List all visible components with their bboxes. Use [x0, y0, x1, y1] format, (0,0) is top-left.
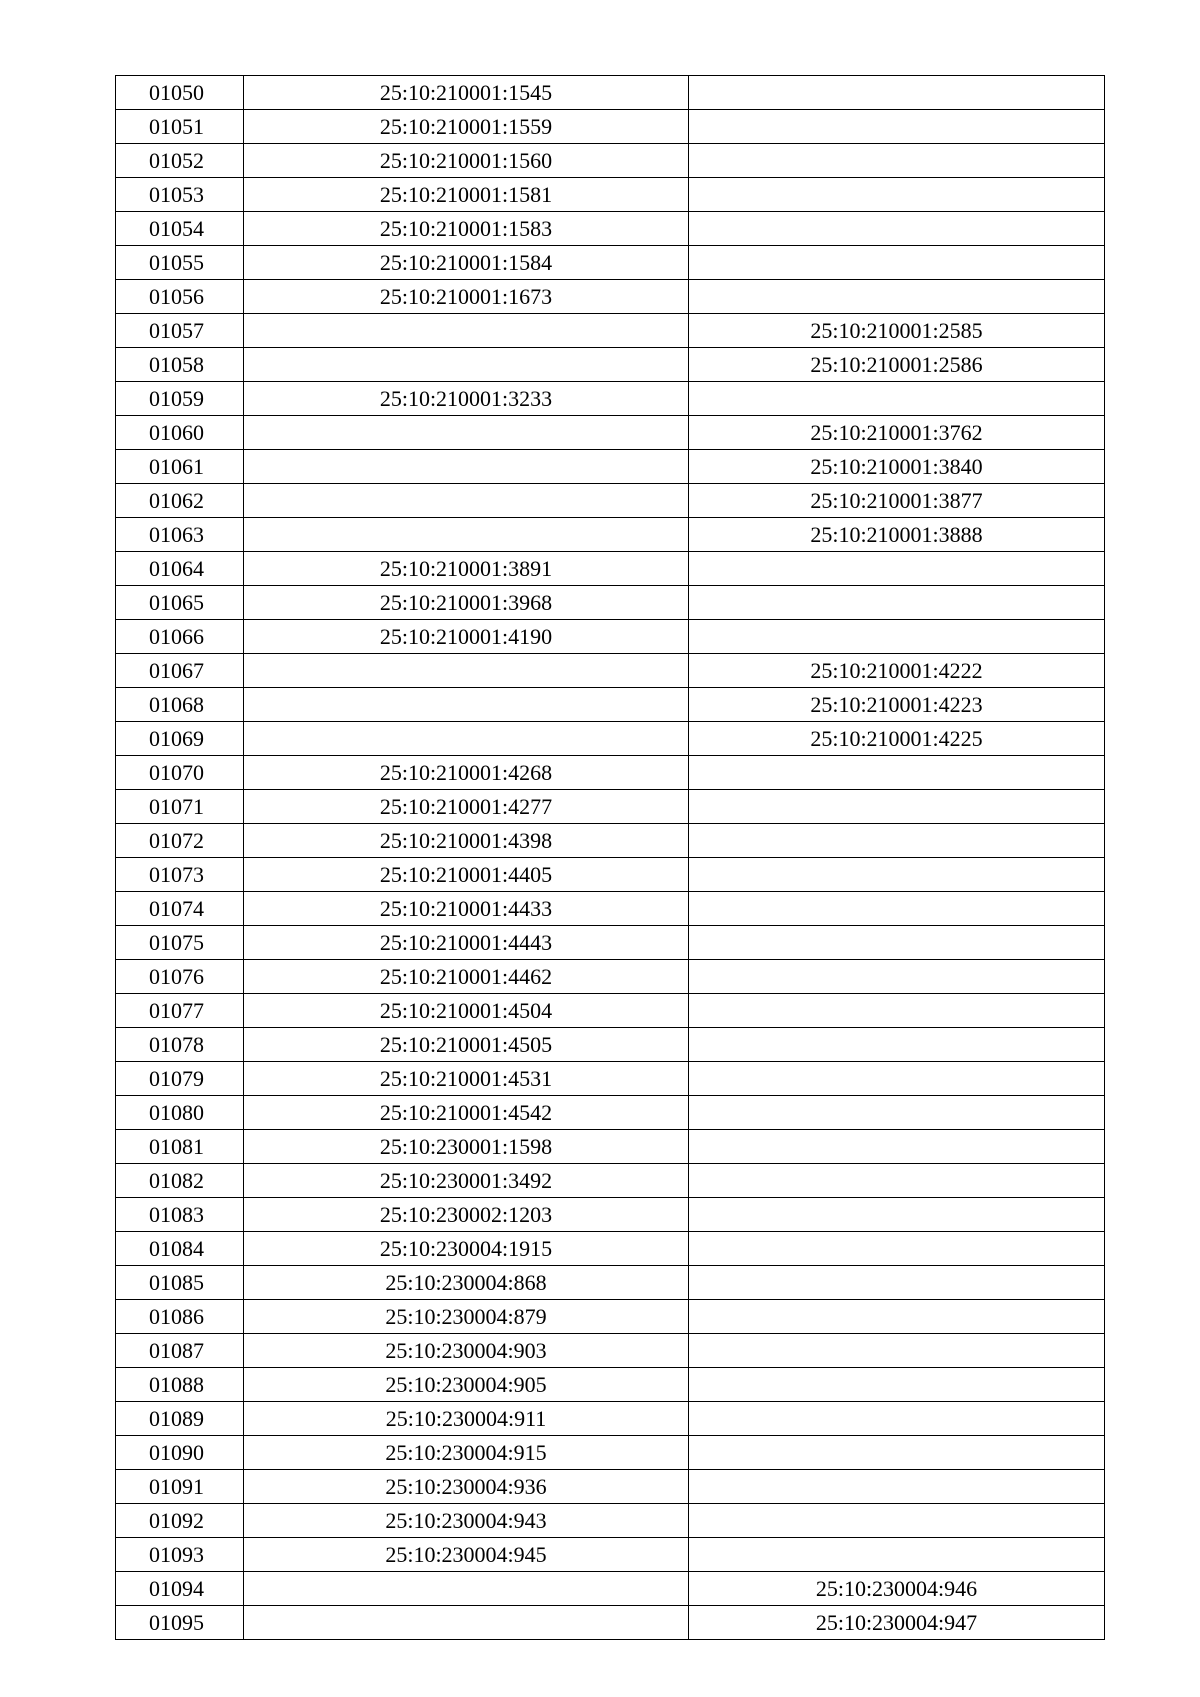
- row-number-cell: 01086: [116, 1300, 244, 1334]
- cadastral-number-cell-col2: 25:10:210001:1673: [244, 280, 689, 314]
- table-row: [116, 280, 1105, 314]
- table-row: [116, 688, 1105, 722]
- row-number-cell: 01076: [116, 960, 244, 994]
- row-number-cell: 01074: [116, 892, 244, 926]
- cadastral-number-cell-col2: 25:10:210001:1559: [244, 110, 689, 144]
- row-number-cell: 01077: [116, 994, 244, 1028]
- row-number-cell: 01060: [116, 416, 244, 450]
- table-row: [116, 824, 1105, 858]
- row-number-cell: 01058: [116, 348, 244, 382]
- row-number-cell: 01075: [116, 926, 244, 960]
- cadastral-number-cell-col2: 25:10:210001:4443: [244, 926, 689, 960]
- cadastral-number-cell-col2: [244, 1572, 689, 1606]
- row-number-cell: 01057: [116, 314, 244, 348]
- row-number-cell: 01093: [116, 1538, 244, 1572]
- table-row: [116, 1436, 1105, 1470]
- table-row: [116, 450, 1105, 484]
- row-number-cell: 01080: [116, 1096, 244, 1130]
- table-row: [116, 1130, 1105, 1164]
- table-row: [116, 518, 1105, 552]
- table-row: [116, 858, 1105, 892]
- cadastral-number-cell-col2: [244, 484, 689, 518]
- cadastral-number-cell-col3: [689, 1164, 1105, 1198]
- cadastral-number-cell-col3: [689, 178, 1105, 212]
- cadastral-number-cell-col3: [689, 1198, 1105, 1232]
- row-number-cell: 01081: [116, 1130, 244, 1164]
- row-number-cell: 01051: [116, 110, 244, 144]
- row-number-cell: 01071: [116, 790, 244, 824]
- row-number-cell: 01078: [116, 1028, 244, 1062]
- cadastral-number-cell-col3: [689, 280, 1105, 314]
- cadastral-table: [115, 75, 1105, 1640]
- row-number-cell: 01068: [116, 688, 244, 722]
- cadastral-number-cell-col2: 25:10:210001:3891: [244, 552, 689, 586]
- cadastral-number-cell-col3: [689, 1096, 1105, 1130]
- cadastral-number-cell-col2: 25:10:210001:4277: [244, 790, 689, 824]
- cadastral-number-cell-col2: 25:10:210001:4398: [244, 824, 689, 858]
- table-row: [116, 654, 1105, 688]
- cadastral-number-cell-col2: [244, 518, 689, 552]
- cadastral-number-cell-col3: [689, 1402, 1105, 1436]
- table-row: [116, 144, 1105, 178]
- cadastral-number-cell-col2: [244, 688, 689, 722]
- cadastral-number-cell-col2: 25:10:210001:3968: [244, 586, 689, 620]
- cadastral-number-cell-col3: [689, 1470, 1105, 1504]
- cadastral-number-cell-col3: [689, 110, 1105, 144]
- cadastral-number-cell-col3: 25:10:210001:2585: [689, 314, 1105, 348]
- cadastral-number-cell-col3: [689, 1538, 1105, 1572]
- row-number-cell: 01079: [116, 1062, 244, 1096]
- row-number-cell: 01090: [116, 1436, 244, 1470]
- cadastral-number-cell-col2: [244, 314, 689, 348]
- row-number-cell: 01082: [116, 1164, 244, 1198]
- cadastral-number-cell-col2: [244, 1606, 689, 1640]
- table-row: [116, 1368, 1105, 1402]
- cadastral-number-cell-col3: [689, 620, 1105, 654]
- cadastral-number-cell-col2: 25:10:210001:4405: [244, 858, 689, 892]
- table-row: [116, 1062, 1105, 1096]
- table-row: [116, 484, 1105, 518]
- cadastral-number-cell-col3: 25:10:230004:947: [689, 1606, 1105, 1640]
- cadastral-number-cell-col2: 25:10:210001:4462: [244, 960, 689, 994]
- cadastral-number-cell-col3: [689, 756, 1105, 790]
- row-number-cell: 01067: [116, 654, 244, 688]
- cadastral-number-cell-col3: [689, 1504, 1105, 1538]
- cadastral-number-cell-col3: 25:10:210001:2586: [689, 348, 1105, 382]
- cadastral-number-cell-col3: [689, 552, 1105, 586]
- cadastral-number-cell-col2: 25:10:230004:911: [244, 1402, 689, 1436]
- table-row: [116, 314, 1105, 348]
- cadastral-number-cell-col3: [689, 1028, 1105, 1062]
- table-row: [116, 416, 1105, 450]
- cadastral-number-cell-col2: 25:10:210001:4542: [244, 1096, 689, 1130]
- table-row: [116, 1334, 1105, 1368]
- cadastral-number-cell-col3: [689, 212, 1105, 246]
- table-row: [116, 1300, 1105, 1334]
- table-body: [116, 76, 1105, 1640]
- cadastral-number-cell-col2: 25:10:230004:915: [244, 1436, 689, 1470]
- table-row: [116, 722, 1105, 756]
- cadastral-number-cell-col3: 25:10:210001:3877: [689, 484, 1105, 518]
- row-number-cell: 01064: [116, 552, 244, 586]
- row-number-cell: 01087: [116, 1334, 244, 1368]
- cadastral-number-cell-col3: [689, 858, 1105, 892]
- cadastral-number-cell-col2: 25:10:230002:1203: [244, 1198, 689, 1232]
- table-row: [116, 76, 1105, 110]
- cadastral-number-cell-col3: [689, 824, 1105, 858]
- cadastral-number-cell-col3: [689, 994, 1105, 1028]
- cadastral-number-cell-col2: 25:10:210001:1560: [244, 144, 689, 178]
- table-row: [116, 790, 1105, 824]
- cadastral-number-cell-col3: 25:10:210001:3840: [689, 450, 1105, 484]
- row-number-cell: 01085: [116, 1266, 244, 1300]
- cadastral-number-cell-col3: [689, 1062, 1105, 1096]
- row-number-cell: 01059: [116, 382, 244, 416]
- cadastral-number-cell-col2: 25:10:210001:4505: [244, 1028, 689, 1062]
- row-number-cell: 01095: [116, 1606, 244, 1640]
- table-row: [116, 1504, 1105, 1538]
- cadastral-number-cell-col3: [689, 1368, 1105, 1402]
- cadastral-number-cell-col2: 25:10:210001:3233: [244, 382, 689, 416]
- cadastral-number-cell-col2: 25:10:210001:1581: [244, 178, 689, 212]
- cadastral-number-cell-col2: 25:10:230004:868: [244, 1266, 689, 1300]
- cadastral-number-cell-col2: 25:10:210001:4504: [244, 994, 689, 1028]
- row-number-cell: 01073: [116, 858, 244, 892]
- cadastral-number-cell-col3: [689, 892, 1105, 926]
- row-number-cell: 01066: [116, 620, 244, 654]
- table-row: [116, 1572, 1105, 1606]
- cadastral-number-cell-col2: 25:10:210001:4433: [244, 892, 689, 926]
- cadastral-number-cell-col2: 25:10:230004:905: [244, 1368, 689, 1402]
- row-number-cell: 01070: [116, 756, 244, 790]
- row-number-cell: 01061: [116, 450, 244, 484]
- cadastral-number-cell-col3: 25:10:210001:4225: [689, 722, 1105, 756]
- row-number-cell: 01092: [116, 1504, 244, 1538]
- table-row: [116, 994, 1105, 1028]
- cadastral-number-cell-col3: 25:10:210001:3888: [689, 518, 1105, 552]
- row-number-cell: 01072: [116, 824, 244, 858]
- table-row: [116, 382, 1105, 416]
- cadastral-number-cell-col2: [244, 654, 689, 688]
- cadastral-number-cell-col2: 25:10:210001:1583: [244, 212, 689, 246]
- table-row: [116, 110, 1105, 144]
- cadastral-number-cell-col3: [689, 76, 1105, 110]
- table-row: [116, 178, 1105, 212]
- row-number-cell: 01089: [116, 1402, 244, 1436]
- cadastral-number-cell-col3: [689, 246, 1105, 280]
- table-row: [116, 552, 1105, 586]
- cadastral-number-cell-col3: [689, 926, 1105, 960]
- cadastral-number-cell-col2: 25:10:210001:1545: [244, 76, 689, 110]
- table-row: [116, 1096, 1105, 1130]
- table-row: [116, 620, 1105, 654]
- cadastral-number-cell-col2: 25:10:230004:945: [244, 1538, 689, 1572]
- table-row: [116, 1164, 1105, 1198]
- cadastral-number-cell-col3: [689, 1232, 1105, 1266]
- table-row: [116, 1538, 1105, 1572]
- cadastral-number-cell-col3: 25:10:210001:4222: [689, 654, 1105, 688]
- row-number-cell: 01050: [116, 76, 244, 110]
- cadastral-number-cell-col2: [244, 722, 689, 756]
- cadastral-number-cell-col3: [689, 144, 1105, 178]
- table-row: [116, 892, 1105, 926]
- cadastral-number-cell-col2: [244, 416, 689, 450]
- row-number-cell: 01088: [116, 1368, 244, 1402]
- cadastral-number-cell-col2: 25:10:230001:3492: [244, 1164, 689, 1198]
- table-row: [116, 926, 1105, 960]
- cadastral-number-cell-col2: 25:10:230004:903: [244, 1334, 689, 1368]
- row-number-cell: 01052: [116, 144, 244, 178]
- row-number-cell: 01056: [116, 280, 244, 314]
- row-number-cell: 01084: [116, 1232, 244, 1266]
- row-number-cell: 01055: [116, 246, 244, 280]
- cadastral-number-cell-col2: 25:10:230004:936: [244, 1470, 689, 1504]
- row-number-cell: 01083: [116, 1198, 244, 1232]
- row-number-cell: 01065: [116, 586, 244, 620]
- cadastral-number-cell-col2: 25:10:210001:4268: [244, 756, 689, 790]
- cadastral-number-cell-col3: [689, 382, 1105, 416]
- row-number-cell: 01063: [116, 518, 244, 552]
- table-row: [116, 960, 1105, 994]
- cadastral-number-cell-col3: 25:10:210001:4223: [689, 688, 1105, 722]
- cadastral-number-cell-col3: [689, 586, 1105, 620]
- cadastral-number-cell-col2: [244, 450, 689, 484]
- table-row: [116, 1232, 1105, 1266]
- cadastral-number-cell-col2: [244, 348, 689, 382]
- row-number-cell: 01094: [116, 1572, 244, 1606]
- table-row: [116, 1198, 1105, 1232]
- cadastral-number-cell-col3: [689, 1130, 1105, 1164]
- table-row: [116, 1266, 1105, 1300]
- table-row: [116, 1470, 1105, 1504]
- cadastral-number-cell-col3: [689, 790, 1105, 824]
- row-number-cell: 01062: [116, 484, 244, 518]
- table-row: [116, 586, 1105, 620]
- cadastral-number-cell-col3: 25:10:230004:946: [689, 1572, 1105, 1606]
- table-row: [116, 1606, 1105, 1640]
- cadastral-number-cell-col3: [689, 1334, 1105, 1368]
- table-row: [116, 348, 1105, 382]
- cadastral-number-cell-col2: 25:10:230001:1598: [244, 1130, 689, 1164]
- table-row: [116, 1028, 1105, 1062]
- table-row: [116, 246, 1105, 280]
- cadastral-number-cell-col2: 25:10:210001:4190: [244, 620, 689, 654]
- cadastral-number-cell-col3: [689, 1266, 1105, 1300]
- table-row: [116, 212, 1105, 246]
- table-row: [116, 1402, 1105, 1436]
- cadastral-number-cell-col2: 25:10:230004:879: [244, 1300, 689, 1334]
- cadastral-number-cell-col3: [689, 960, 1105, 994]
- cadastral-number-cell-col2: 25:10:230004:943: [244, 1504, 689, 1538]
- cadastral-number-cell-col2: 25:10:210001:4531: [244, 1062, 689, 1096]
- row-number-cell: 01091: [116, 1470, 244, 1504]
- cadastral-number-cell-col2: 25:10:230004:1915: [244, 1232, 689, 1266]
- cadastral-number-cell-col3: 25:10:210001:3762: [689, 416, 1105, 450]
- table-row: [116, 756, 1105, 790]
- row-number-cell: 01054: [116, 212, 244, 246]
- cadastral-number-cell-col3: [689, 1300, 1105, 1334]
- row-number-cell: 01053: [116, 178, 244, 212]
- row-number-cell: 01069: [116, 722, 244, 756]
- cadastral-number-cell-col2: 25:10:210001:1584: [244, 246, 689, 280]
- cadastral-number-cell-col3: [689, 1436, 1105, 1470]
